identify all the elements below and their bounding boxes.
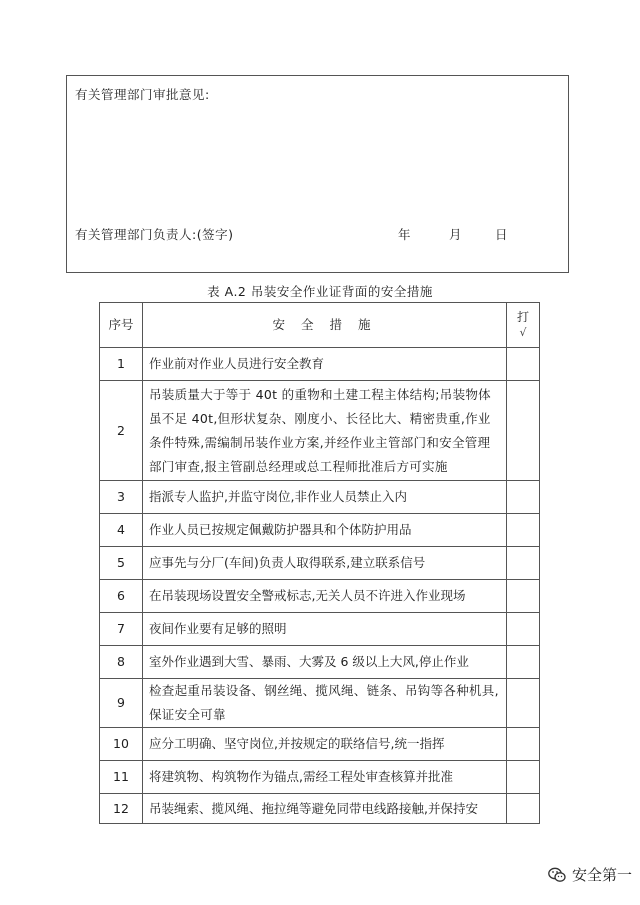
table-row (100, 514, 540, 547)
row-check-cell (507, 679, 540, 728)
date-day-label: 日 (495, 227, 508, 242)
row-number: 12 (100, 794, 143, 824)
row-check-cell (507, 580, 540, 613)
table-row (100, 547, 540, 580)
row-measure: 应分工明确、坚守岗位,并按规定的联络信号,统一指挥 (143, 728, 507, 761)
row-number: 11 (100, 761, 143, 794)
safety-measures-table (99, 302, 540, 824)
header-check (507, 303, 540, 348)
row-check-cell (507, 794, 540, 824)
row-number: 3 (100, 481, 143, 514)
row-check-cell (507, 514, 540, 547)
row-measure: 应事先与分厂(车间)负责人取得联系,建立联系信号 (143, 547, 507, 580)
row-check-cell (507, 728, 540, 761)
row-check-cell (507, 481, 540, 514)
row-measure: 吊装绳索、揽风绳、拖拉绳等避免同带电线路接触,并保持安 (143, 794, 507, 824)
row-check-cell (507, 381, 540, 481)
row-number: 6 (100, 580, 143, 613)
table-row (100, 646, 540, 679)
row-number: 7 (100, 613, 143, 646)
row-measure: 检查起重吊装设备、钢丝绳、揽风绳、链条、吊钩等各种机具,保证安全可靠 (143, 679, 507, 728)
date-month-label: 月 (449, 227, 462, 242)
row-number: 9 (100, 679, 143, 728)
date-year-label: 年 (398, 227, 411, 242)
table-row (100, 613, 540, 646)
table-row (100, 381, 540, 481)
row-check-cell (507, 348, 540, 381)
row-measure: 室外作业遇到大雪、暴雨、大雾及 6 级以上大风,停止作业 (143, 646, 507, 679)
table-caption: 表 A.2 吊装安全作业证背面的安全措施 (207, 284, 433, 299)
row-measure: 作业人员已按规定佩戴防护器具和个体防护用品 (143, 514, 507, 547)
row-check-cell (507, 547, 540, 580)
row-measure: 夜间作业要有足够的照明 (143, 613, 507, 646)
header-measure: 安 全 措 施 (143, 303, 507, 348)
watermark (548, 864, 632, 885)
row-measure: 吊装质量大于等于 40t 的重物和土建工程主体结构;吊装物体虽不足 40t,但形状复杂、刚度小、长径比大、精密贵重,作业条件特殊,需编制吊装作业方案,并经作业主管部门和安全管理部门审查,报主管副总经理或总工程师批准后方可实施 (143, 381, 507, 481)
row-measure: 将建筑物、构筑物作为锚点,需经工程处审查核算并批准 (143, 761, 507, 794)
header-check-label: 打 (516, 310, 529, 324)
table-header-row (100, 303, 540, 348)
table-row (100, 348, 540, 381)
row-number: 10 (100, 728, 143, 761)
row-number: 5 (100, 547, 143, 580)
table-row (100, 794, 540, 824)
table-row (100, 761, 540, 794)
approval-signer-label: 有关管理部门负责人:(签字) (75, 227, 234, 242)
row-measure: 指派专人监护,并监守岗位,非作业人员禁止入内 (143, 481, 507, 514)
row-number: 1 (100, 348, 143, 381)
row-measure: 在吊装现场设置安全警戒标志,无关人员不许进入作业现场 (143, 580, 507, 613)
row-measure: 作业前对作业人员进行安全教育 (143, 348, 507, 381)
row-check-cell (507, 613, 540, 646)
row-number: 4 (100, 514, 143, 547)
table-row (100, 679, 540, 728)
row-check-cell (507, 761, 540, 794)
approval-box (66, 75, 569, 273)
table-row (100, 580, 540, 613)
header-seq: 序号 (100, 303, 143, 348)
table-row (100, 481, 540, 514)
wechat-icon (548, 867, 566, 883)
watermark-text: 安全第一 (571, 866, 632, 884)
row-number: 8 (100, 646, 143, 679)
table-row (100, 728, 540, 761)
row-number: 2 (100, 381, 143, 481)
row-check-cell (507, 646, 540, 679)
checkmark-icon: √ (519, 326, 527, 339)
approval-opinion-label: 有关管理部门审批意见: (75, 87, 210, 102)
